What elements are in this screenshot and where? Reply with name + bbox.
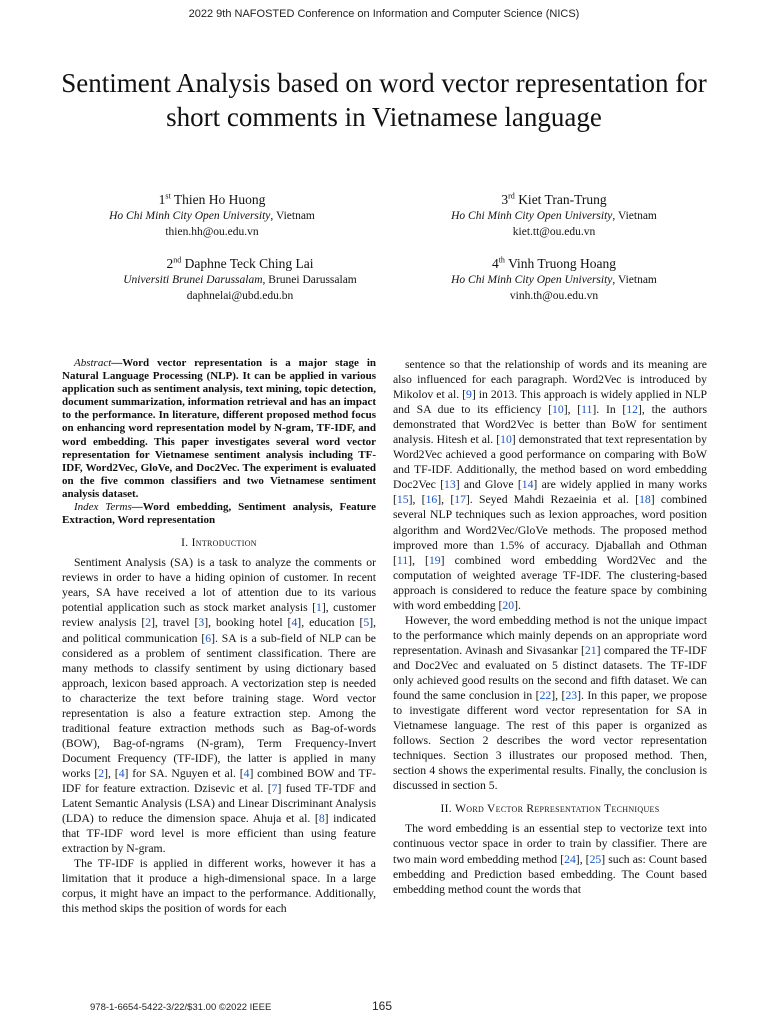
author-name: Thien Ho Huong [173,192,266,207]
author-block-2: 2nd Daphne Teck Ching Lai Universiti Brunei Darussalam, Brunei Darussalam daphnelai@ubd.edu.bn [90,256,390,304]
text-segment: ]. SA is a sub-field of NLP can be considered as a problem of sentiment classification. There are many methods to classify sentiment by using dictionary based approach, lexicon based approach. A vectorization step is needed to characterize the text before training stage. Word vector representation is also a feature extraction step. Among the traditional feature extraction methods such as Bag-of-words (BOW), Bag-of-ngrams (N-gram), Term Frequency-Invert Document Frequency (TF-IDF), the latter is applied in many works [ [62,631,376,780]
section-heading-introduction: I. Introduction [181,537,257,550]
citation-link[interactable]: 15 [396,493,409,507]
citation-link[interactable]: 19 [428,553,441,567]
citation-link[interactable]: 23 [565,689,578,703]
author-email: kiet.tt@ou.edu.vn [512,226,596,238]
author-name: Kiet Tran-Trung [518,192,607,207]
citation-link[interactable]: 2 [98,766,105,780]
text-segment: The TF-IDF is applied in different works, however it has a limitation that it produce a high-dimensional space. In a large corpus, it might have an impact to the performance. Additionally, this method skips the position of words for each [62,857,376,916]
citation-link[interactable]: 11 [396,553,409,567]
text-segment: ] combined word embedding Word2Vec and the computation of weighted average TF-IDF. The clustering-based approach is considered to reduce the feature space by combining with word embedding [ [393,553,707,612]
citation-link[interactable]: 4 [243,766,250,780]
body-paragraph [62,856,376,916]
body-paragraph [393,613,707,794]
text-segment: ] combined BOW and TF-IDF for feature extraction. Dzisevic et al. [ [62,766,376,795]
author-affiliation: Ho Chi Minh City Open University [451,210,613,222]
right-body-s2 [393,821,707,896]
citation-link[interactable]: 20 [502,598,515,612]
citation-link[interactable]: 21 [584,643,597,657]
text-segment: The word embedding is an essential step to vectorize text into continuous vector space in order to train by classifier. There are two main word embedding method [ [393,822,707,866]
paper-title: Sentiment Analysis based on word vector representation for short comments in Vietnamese language [61,68,707,132]
text-segment: ], [ [408,553,429,567]
citation-link[interactable]: 12 [626,403,639,417]
abstract-label: Abstract [74,357,112,369]
text-segment: ]. In this paper, we propose to investigate different word vector representation for SA in Vietnamese language. The rest of this paper is organized as follows. Section 2 describes the word vector representation techniques. Section 3 illustrates our proposed method. Then, section 4 shows the experimental results. Finally, the conclusion is discussed in section 5. [393,689,707,793]
citation-link[interactable]: 8 [318,812,325,826]
text-segment: Sentiment Analysis (SA) is a task to analyze the comments or reviews in order to have a hiding opinion of customer. In recent years, SA have received a lot of attention due to its various potential application such as stock market analysis [ [62,556,376,615]
text-segment: ] combined several NLP techniques such as lexion approaches, word position algorithm and Word2Vec/GloVe methods. The proposed method improved more than 1.5% of accuracy. Djaballah and Othman [ [393,493,707,567]
text-segment: ], booking hotel [ [204,616,292,630]
text-segment: ] such as: Count based embedding and Prediction based embedding. The Count based embedding method count the words that [393,852,707,896]
citation-link[interactable]: 10 [552,403,564,417]
author-email: daphnelai@ubd.edu.bn [186,290,294,302]
citation-link[interactable]: 7 [271,781,278,795]
text-segment: ], travel [ [151,616,199,630]
citation-link[interactable]: 10 [500,433,512,447]
text-segment: ]. Seyed Mahdi Rezaeinia et al. [ [465,493,640,507]
text-segment: ] compared the TF-IDF and Doc2Vec and evaluated on 5 distinct datasets. The TF-IDF only achieved good results on the second and fifth dataset. We can found the same conclusion in [ [393,643,707,703]
text-segment: ] are widely applied in many works [ [393,478,707,507]
author-affiliation: Universiti Brunei Darussalam [123,274,263,286]
citation-link[interactable]: 6 [205,631,212,645]
text-segment: ], [ [437,493,455,507]
text-segment: sentence so that the relationship of words and its meaning are also influenced for each paragraph. Word2Vec is introduced by Mikolov et al. [ [393,358,707,402]
citation-link[interactable]: 2 [145,616,152,630]
citation-link[interactable]: 17 [454,493,466,507]
author-block-3: 3rd Kiet Tran-Trung Ho Chi Minh City Open University, Vietnam kiet.tt@ou.edu.vn [404,192,704,240]
text-segment: ], [ [408,493,426,507]
citation-link[interactable]: 18 [639,493,651,507]
text-segment: ]. [514,598,521,612]
author-affiliation: Ho Chi Minh City Open University [109,210,271,222]
author-block-1: 1st Thien Ho Huong Ho Chi Minh City Open University, Vietnam thien.hh@ou.edu.vn [62,192,362,240]
text-segment: ], education [ [297,616,364,630]
citation-link[interactable]: 11 [581,403,593,417]
abstract-text: —Word vector representation is a major stage in Natural Language Processing (NLP). It can be applied in various application such as sentiment analysis, text mining, topic detection, document summarization, information retrieval and has an impact to the performance. In literature, different proposed method focus on enhancing word representation model by N-gram, TF-IDF, and word embedding. This paper investigates several word vector representation for Vietnamese sentiment analysis including TF-IDF, Word2Vec, GloVe, and Doc2Vec. The experiment is evaluated on the five common classifiers and two Vietnamese sentiment analysis dataset. [62,357,376,500]
text-segment: ] fused TF-TDF and Latent Semantic Analysis (LSA) and Linear Discriminant Analysis (LDA) to reduce the dimension space. Ahuja et al. [ [62,781,376,826]
citation-link[interactable]: 14 [521,478,534,492]
citation-link[interactable]: 22 [539,689,552,703]
citation-link[interactable]: 9 [466,388,472,402]
section-heading-word-vector: II. Word Vector Representation Techniques [440,803,660,816]
text-segment: ] for SA. Nguyen et al. [ [124,766,244,780]
citation-link[interactable]: 24 [564,852,576,866]
text-segment: ] and Glove [ [455,478,522,492]
index-terms-text: —Word embedding, Sentiment analysis, Feature Extraction, Word representation [62,501,376,527]
text-segment: ], [ [551,689,566,703]
citation-link[interactable]: 1 [316,601,322,615]
abstract [62,357,376,501]
left-body [62,555,376,916]
text-segment: ] in 2013. This approach is widely applied in NLP and SA due to its efficiency [ [393,388,707,417]
citation-link[interactable]: 4 [291,616,298,630]
citation-link[interactable]: 13 [444,478,456,492]
body-paragraph [393,357,707,613]
author-email: thien.hh@ou.edu.vn [165,226,259,238]
conference-header: 2022 9th NAFOSTED Conference on Information and Computer Science (NICS) [188,8,580,20]
index-terms [62,501,376,527]
author-name: Vinh Truong Hoang [508,256,617,271]
right-column [393,357,707,897]
right-body [393,357,707,793]
text-segment: ], and political communication [ [62,616,377,645]
citation-link[interactable]: 16 [425,493,438,507]
text-segment: ], the authors demonstrated that Word2Vec is better than BoW for sentiment analysis. Hitesh et al. [ [393,403,707,447]
text-segment: ] demonstrated that text representation by Word2Vec achieved a good performance on comparing with BoW and TF-IDF. Additionally, the method based on word embedding Doc2Vec [ [393,433,707,492]
body-paragraph [393,821,707,896]
text-segment: ], [ [563,403,582,417]
citation-link[interactable]: 3 [198,616,205,630]
text-segment: ], [ [104,766,119,780]
body-paragraph [62,555,376,856]
text-segment: ]. In [ [592,403,627,417]
author-email: vinh.th@ou.edu.vn [509,290,599,302]
citation-link[interactable]: 4 [118,766,125,780]
author-affiliation: Ho Chi Minh City Open University [451,274,613,286]
citation-link[interactable]: 25 [589,852,602,866]
index-terms-label: Index Terms [74,501,132,514]
left-column [62,357,376,916]
page-number: 165 [372,999,393,1013]
text-segment: ] indicated that TF-IDF word level is more efficient than using feature extraction by N-gram. [62,812,376,856]
text-segment: ], customer review analysis [ [62,601,376,630]
author-block-4: 4th Vinh Truong Hoang Ho Chi Minh City Open University, Vietnam vinh.th@ou.edu.vn [404,256,704,304]
text-segment: However, the word embedding method is not the unique impact to the performance which mainly depends on an appropriate word representation. Avinash and Sivasankar [ [393,613,707,657]
author-name: Daphne Teck Ching Lai [184,256,314,271]
text-segment: ], [ [575,852,590,866]
citation-link[interactable]: 5 [363,616,370,630]
footer-isbn: 978-1-6654-5422-3/22/$31.00 ©2022 IEEE [90,1002,272,1013]
